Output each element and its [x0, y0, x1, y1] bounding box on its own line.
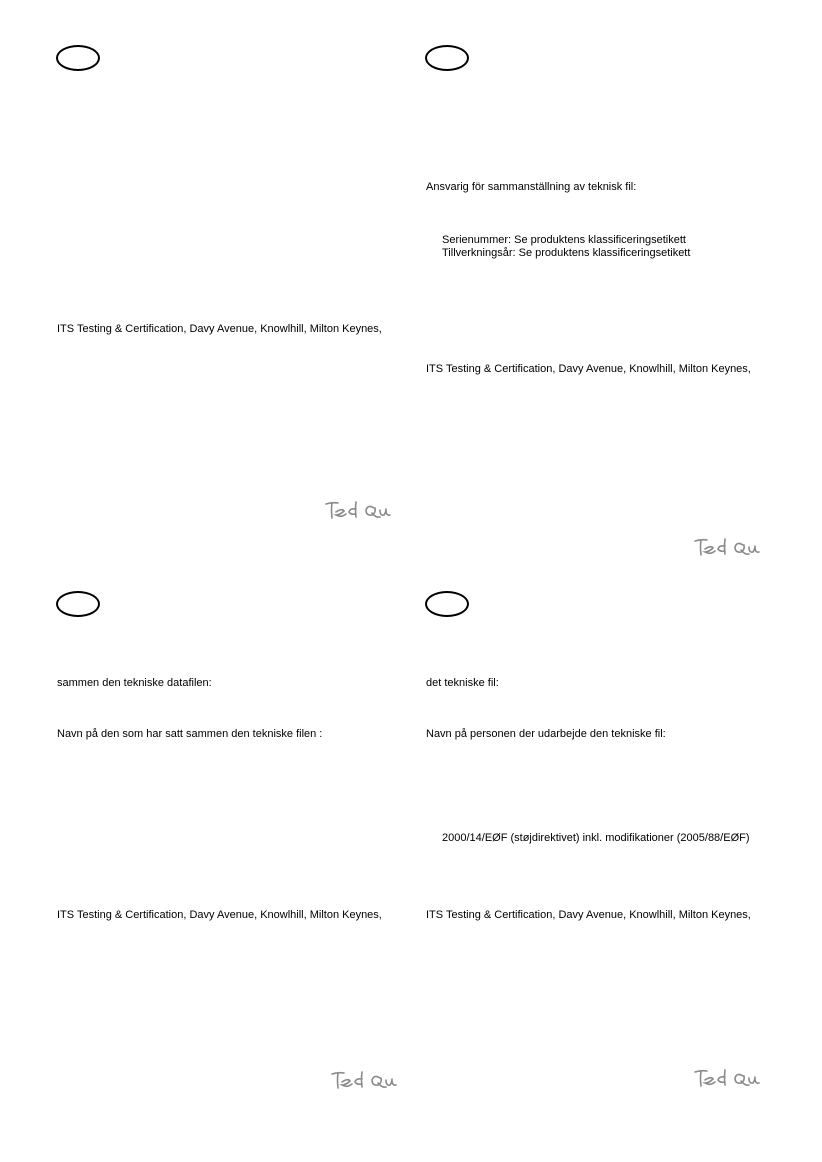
signature: [328, 1066, 402, 1092]
person-name-label: Navn på personen der udarbejde den tekniske fil:: [426, 728, 666, 740]
signature-icon: [691, 1064, 765, 1090]
language-badge: [56, 45, 100, 71]
address-line: ITS Testing & Certification, Davy Avenue, Knowlhill, Milton Keynes,: [57, 323, 382, 335]
directive-line: 2000/14/EØF (støjdirektivet) inkl. modifikationer (2005/88/EØF): [442, 832, 750, 844]
quadrant-top-right: [411, 0, 822, 575]
signature-icon: [322, 496, 396, 522]
serial-number-line: Serienummer: Se produktens klassificeringsetikett: [442, 234, 686, 246]
manufacture-year-line: Tillverkningsår: Se produktens klassificeringsetikett: [442, 247, 691, 259]
signature-icon: [691, 533, 765, 559]
language-badge: [425, 45, 469, 71]
responsible-label: Ansvarig för sammanställning av teknisk fil:: [426, 181, 637, 193]
language-badge: [56, 591, 100, 617]
signature: [691, 1064, 765, 1090]
compiler-name-label: Navn på den som har satt sammen den tekniske filen :: [57, 728, 323, 740]
datafile-label: sammen den tekniske datafilen:: [57, 677, 212, 689]
language-badge: [425, 591, 469, 617]
technical-file-label: det tekniske fil:: [426, 677, 499, 689]
signature: [322, 496, 396, 522]
address-line: ITS Testing & Certification, Davy Avenue, Knowlhill, Milton Keynes,: [57, 909, 382, 921]
address-line: ITS Testing & Certification, Davy Avenue, Knowlhill, Milton Keynes,: [426, 363, 751, 375]
signature: [691, 533, 765, 559]
quadrant-top-left: [0, 0, 411, 575]
signature-icon: [328, 1066, 402, 1092]
quadrant-bottom-left: [0, 575, 411, 1162]
address-line: ITS Testing & Certification, Davy Avenue, Knowlhill, Milton Keynes,: [426, 909, 751, 921]
quadrant-bottom-right: [411, 575, 822, 1162]
